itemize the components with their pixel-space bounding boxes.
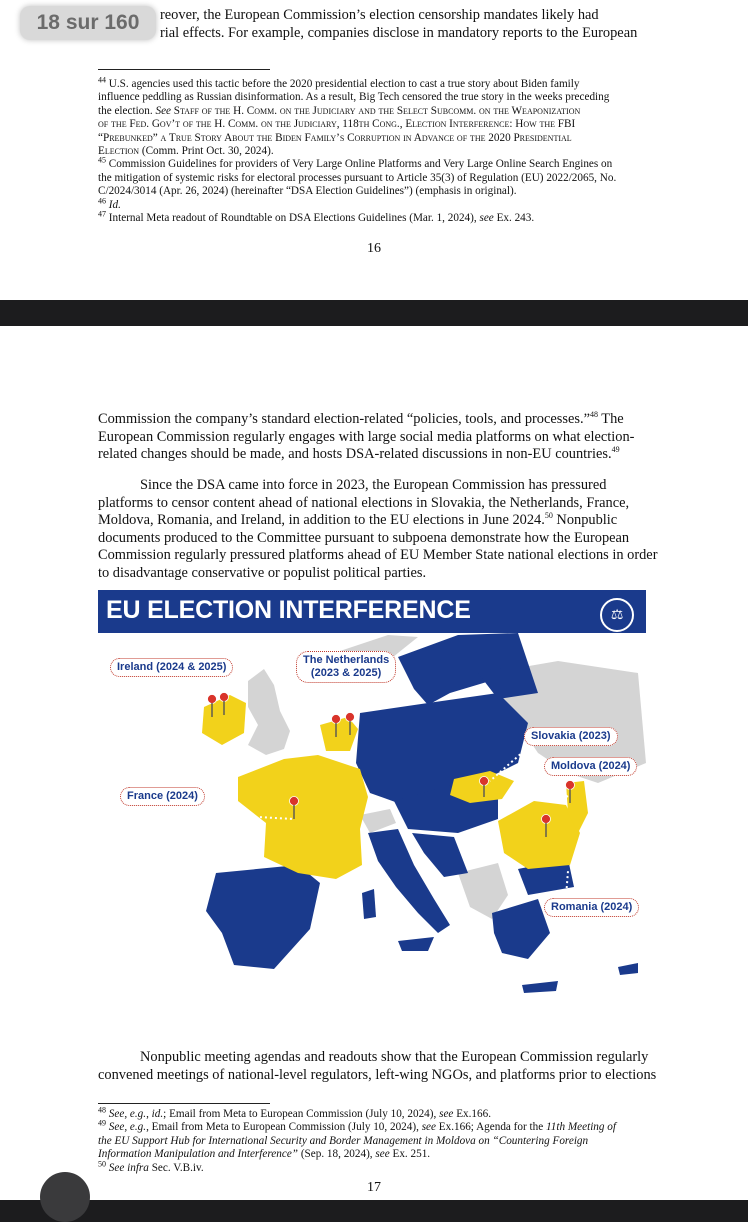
map-crete bbox=[522, 981, 558, 993]
page-number: 17 bbox=[367, 1180, 381, 1195]
body-line: rial effects. For example, companies disclose in mandatory reports to the European bbox=[160, 24, 638, 41]
eu-election-interference-figure bbox=[98, 590, 646, 1033]
map-romania bbox=[498, 801, 580, 869]
label-moldova: Moldova (2024) bbox=[544, 757, 637, 776]
leader-line bbox=[344, 679, 350, 715]
figure-title: EU ELECTION INTERFERENCE bbox=[106, 596, 471, 624]
committee-seal-icon: ⚖ bbox=[600, 598, 634, 632]
europe-map-svg bbox=[98, 633, 646, 1033]
label-france: France (2024) bbox=[120, 787, 205, 806]
map-cyprus bbox=[618, 963, 638, 975]
footnote-48: $^{48}$ See, e.g., id.; Email from Meta to European Commission (July 10, 2024), see Ex.166. bbox=[98, 1105, 492, 1120]
label-slovakia: Slovakia (2023) bbox=[524, 727, 618, 746]
footnote-50: $^{50}$ See infra Sec. V.B.iv. bbox=[98, 1158, 204, 1174]
paragraph-3: Nonpublic meeting agendas and readouts show that the European Commission regularly convened meetings of national-level regulators, left-wing NGOs, and platforms prior to elections bbox=[98, 1049, 657, 1083]
page-number: 16 bbox=[367, 241, 381, 256]
map-france bbox=[238, 755, 368, 879]
document-page-17 bbox=[0, 326, 748, 1200]
map-sicily bbox=[398, 937, 434, 951]
paragraph-2: Since the DSA came into force in 2023, the European Commission has pressured platforms to censor content ahead of national elections in Slovakia, the Netherlands, France, Moldova, Romania, and Ireland, in addition to the EU elections in June 2024.50 Nonpublic documents produced to the Committee pursuant to subpoena demonstrate how the European Commission regularly pressured platforms ahead of EU Member State national elections in order to disadvantage conservative or populist political parties. bbox=[98, 477, 658, 581]
label-ireland: Ireland (2024 & 2025) bbox=[110, 658, 233, 677]
footnote-separator bbox=[98, 1103, 270, 1104]
label-netherlands: The Netherlands (2023 & 2025) bbox=[296, 651, 396, 683]
body-line: reover, the European Commission’s election censorship mandates likely had bbox=[160, 7, 599, 23]
scroll-handle[interactable] bbox=[40, 1172, 90, 1222]
document-page-16 bbox=[0, 0, 748, 300]
page-indicator: 18 sur 160 bbox=[20, 6, 156, 40]
page17-footnotes bbox=[98, 1105, 658, 1175]
label-romania: Romania (2024) bbox=[544, 898, 639, 917]
europe-map bbox=[98, 633, 646, 1033]
map-uk bbox=[248, 669, 290, 755]
footnote-47: $^{47}$ Internal Meta readout of Roundtable on DSA Elections Guidelines (Mar. 1, 2024), see Ex. 243. bbox=[98, 209, 535, 225]
footnote-ref: 50 bbox=[544, 511, 553, 521]
footnote-ref: 49 bbox=[611, 445, 620, 455]
footnote-ref: 48 bbox=[589, 410, 598, 420]
page16-body-text bbox=[160, 7, 637, 42]
map-greece bbox=[492, 899, 550, 959]
footnote-46: $^{46}$ Id. bbox=[98, 195, 121, 211]
paragraph-1: Commission the company’s standard election-related “policies, tools, and processes.”$^{48}$ The European Commission regularly engages with large social media platforms on what election- related changes should be made, and hosts DSA-related discussions in non-EU countries.$^{49}$ bbox=[98, 410, 635, 462]
map-sardinia bbox=[362, 889, 376, 919]
leader-line bbox=[546, 781, 568, 797]
footnote-separator bbox=[98, 69, 270, 70]
footnote-49: $^{49}$ See, e.g., Email from Meta to European Commission (July 10, 2024), see Ex.166; Agenda for the 11th Meeting of the EU Support Hub for International Security and Border Management in Moldova on “Countering Foreign Information Manipulation and Interference” (Sep. 18, 2024), see Ex. 251. bbox=[98, 1118, 616, 1161]
map-switzerland bbox=[360, 809, 396, 833]
page16-footnotes bbox=[98, 75, 658, 225]
map-iberia bbox=[206, 865, 320, 969]
map-croatia bbox=[412, 833, 468, 877]
footnote-45: $^{45}$ Commission Guidelines for providers of Very Large Online Platforms and Very Large Online Search Engines on the mitigation of systemic risks for electoral processes pursuant to Article 35(3) of Regulation (EU) 2022/2065, No. C/2024/3014 (Apr. 26, 2024) (hereinafter “DSA Election Guidelines”) (emphasis in original). bbox=[98, 155, 617, 198]
footnote-44: $^{44}$ U.S. agencies used this tactic before the 2020 presidential election to cast a true story about Biden family influence peddling as Russian disinformation. As a result, Big Tech censored the true story in the weeks preceding the election. See Staff of the H. Comm. on the Judiciary and the Select Subcomm. on the Weaponization of the Fed. Gov’t of the H. Comm. on the Judiciary, 118th Cong., Election Interference: How the FBI “Prebunked” a True Story About the Biden Family’s Corruption in Advance of the 2020 Presidential Election (Comm. Print Oct. 30, 2024). bbox=[98, 75, 610, 158]
